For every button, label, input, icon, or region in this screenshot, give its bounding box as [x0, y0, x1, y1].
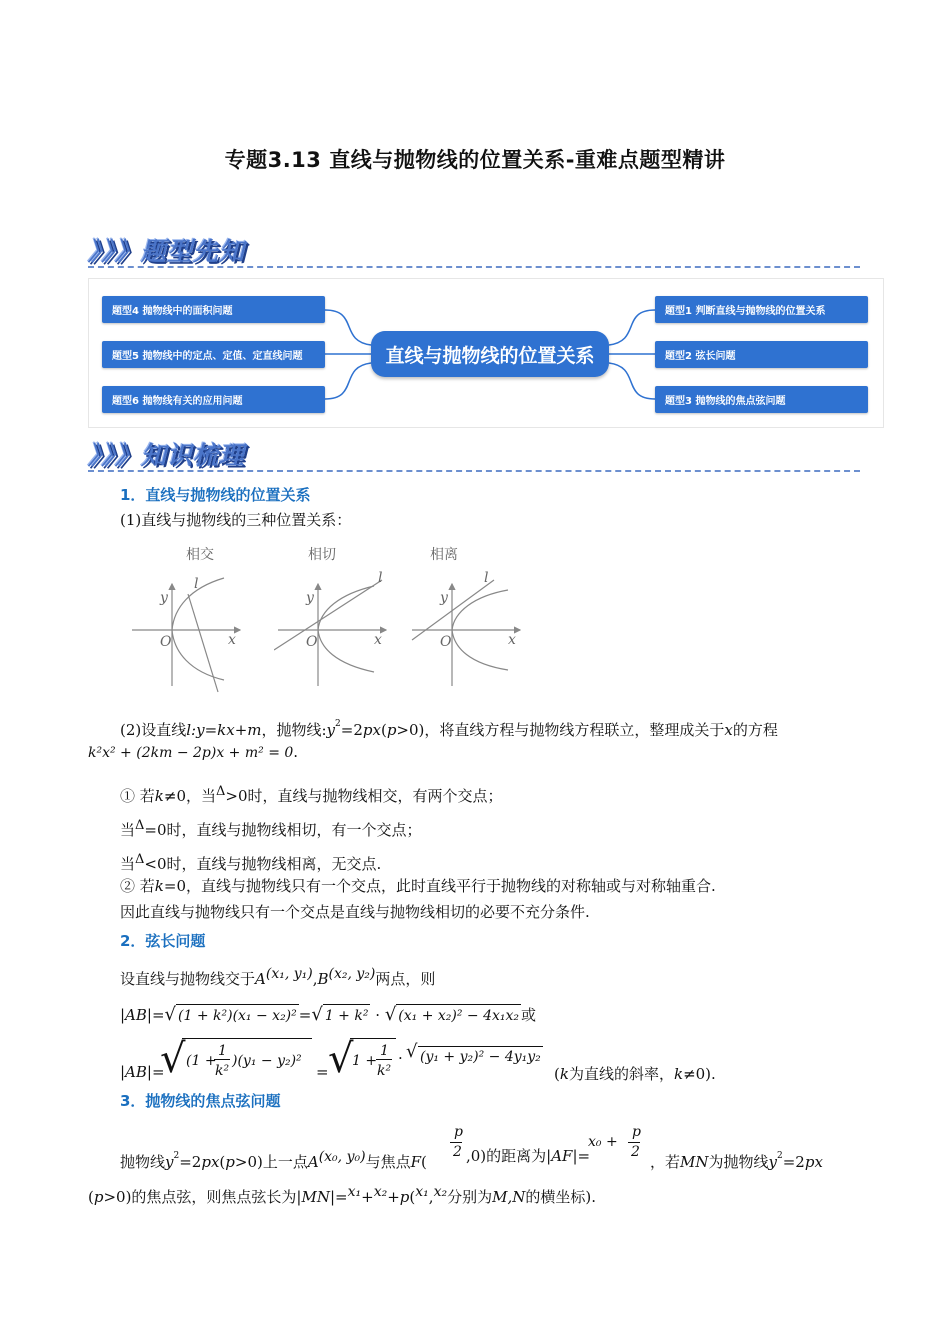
text: >0时，直线与抛物线相交，有两个交点； [225, 787, 503, 805]
text: ，若 [650, 1153, 681, 1171]
text: |= [572, 1147, 591, 1165]
text: 当 [120, 855, 136, 873]
section-heading-1: 1．直线与抛物线的位置关系 [120, 486, 311, 504]
math: Δ [135, 818, 145, 833]
text: ≠0). [683, 1065, 716, 1083]
math: (x₀, y₀) [318, 1149, 366, 1165]
math: x₂ [373, 1184, 388, 1200]
text: =0时，直线与抛物线相切，有一个交点； [144, 821, 422, 839]
text: ≠0，当 [163, 787, 216, 805]
text: >0)的焦点弦，则焦点弦长为| [103, 1188, 302, 1206]
math: k [673, 1065, 684, 1083]
line-part [650, 1146, 823, 1172]
line-part [120, 1146, 427, 1172]
line-label: l [378, 570, 383, 586]
math: 2 [335, 719, 341, 729]
radical-1 [182, 1038, 312, 1083]
figure-label-tangent: 相切 [308, 547, 336, 563]
text: ② 若 [120, 877, 155, 895]
divider [88, 470, 860, 472]
line-label: l [484, 570, 489, 586]
paragraph-case2 [120, 816, 422, 840]
text: 为直线的斜率， [568, 1065, 674, 1083]
line-equation: l:y=kx+m [186, 721, 262, 739]
x-axis-label: x [228, 632, 236, 648]
text: · [375, 1006, 381, 1024]
mindmap [88, 278, 884, 428]
mindmap-node-type4: 题型4 抛物线中的面积问题 [102, 296, 325, 323]
section-banner-question-types: 》》》题型先知 [88, 237, 246, 266]
math: )(y₁ − y₂)² [232, 1053, 302, 1069]
text: ，抛物线: [261, 721, 327, 739]
quadratic-equation: k²x² + (2km − 2p)x + m² = 0 [88, 745, 294, 761]
section-banner-knowledge: 》》》知识梳理 [88, 441, 246, 470]
text: , [312, 970, 318, 988]
math: k [559, 1065, 569, 1083]
text: ( [88, 1188, 94, 1206]
text: <0时，直线与抛物线相离，无交点. [144, 855, 382, 873]
text: =2 [340, 721, 363, 739]
math: F [410, 1153, 421, 1171]
math: Δ [135, 852, 145, 867]
paragraph: (1)直线与抛物线的三种位置关系： [120, 511, 352, 529]
text: = [316, 1063, 329, 1081]
math: p [225, 1153, 235, 1171]
paragraph-setup [120, 714, 778, 740]
math: MN [680, 1153, 709, 1171]
y-axis-label: y [160, 590, 168, 606]
math: Δ [216, 784, 226, 799]
page-title: 专题3.13 直线与抛物线的位置关系-重难点题型精讲 [224, 148, 726, 172]
chord-formula-x: |AB|=√ (1 + k²)(x₁ − x₂)² =√ 1 + k² · √ (x₁ + x₂)² − 4x₁x₂ 或 [120, 1004, 537, 1025]
line-label: l [194, 576, 199, 592]
math: 2 [453, 1144, 462, 1160]
text: ( [421, 1153, 427, 1171]
mindmap-node-type2: 题型2 弦长问题 [655, 341, 868, 368]
text: 与焦点 [365, 1153, 411, 1171]
math: p [454, 1124, 463, 1140]
math: M,N [492, 1188, 526, 1206]
math: y [768, 1153, 777, 1171]
math: px [362, 721, 381, 739]
text: (2)设直线 [120, 721, 187, 739]
text: ( [219, 1153, 226, 1171]
text: 为抛物线 [708, 1153, 769, 1171]
section-heading-2: 2．弦长问题 [120, 932, 206, 950]
mindmap-node-type6: 题型6 抛物线有关的应用问题 [102, 386, 325, 413]
text: + [361, 1188, 374, 1206]
position-figures [128, 540, 528, 700]
text: =2 [179, 1153, 202, 1171]
text: 的横坐标). [525, 1188, 596, 1206]
math: (1 + [186, 1053, 217, 1069]
math: p [632, 1124, 641, 1140]
math: x [724, 721, 733, 739]
text: 两点，则 [375, 970, 436, 988]
mindmap-node-type5: 题型5 抛物线中的定点、定值、定直线问题 [102, 341, 325, 368]
text: · [398, 1049, 403, 1067]
text: ( [380, 721, 387, 739]
math: 1 [218, 1043, 227, 1059]
text: ( [554, 1065, 560, 1083]
math: x₁ [347, 1184, 362, 1200]
paragraph-focal-chord [120, 1122, 840, 1170]
math: MN [301, 1188, 330, 1206]
math: 2 [173, 1151, 180, 1161]
text: |= [329, 1188, 348, 1206]
origin-label: O [160, 634, 172, 650]
math: (y₁ + y₂)² − 4y₁y₂ [418, 1046, 543, 1067]
paragraph-case4 [120, 876, 716, 896]
text: , [428, 1188, 434, 1206]
figure-label-separate: 相离 [430, 547, 458, 563]
text: 设直线与抛物线交于 [120, 970, 256, 988]
text: ① 若 [120, 787, 155, 805]
math: p [386, 721, 397, 739]
section-heading-3: 3．抛物线的焦点弦问题 [120, 1092, 281, 1110]
text: ( [409, 1188, 416, 1206]
math: 2 [631, 1144, 640, 1160]
math: 2 [777, 1151, 783, 1161]
x-axis-label: x [508, 632, 516, 648]
y-axis-label: y [306, 590, 314, 606]
math: px [201, 1153, 220, 1171]
text: 当 [120, 821, 136, 839]
math: |AB|= [120, 1006, 165, 1024]
math: x₁ [415, 1184, 429, 1200]
math: k² [377, 1063, 392, 1079]
text: =0，直线与抛物线只有一个交点，此时直线平行于抛物线的对称轴或与对称轴重合. [163, 877, 716, 895]
math: k [154, 787, 164, 805]
y-axis-label: y [440, 590, 448, 606]
divider [88, 266, 860, 268]
mindmap-center-node: 直线与抛物线的位置关系 [371, 331, 609, 377]
equation-line [88, 742, 298, 763]
text: + [387, 1188, 400, 1206]
origin-label: O [306, 634, 318, 650]
math: A [307, 1153, 319, 1171]
math: B [317, 970, 329, 988]
math: k² [215, 1063, 230, 1079]
text: 抛物线 [120, 1153, 166, 1171]
math: (x₁ + x₂)² − 4x₁x₂ [396, 1004, 521, 1027]
text: = [298, 1006, 312, 1024]
paragraph-chord [120, 964, 435, 989]
text: 的方程 [732, 721, 778, 739]
math: 1 [380, 1043, 389, 1059]
math: y [326, 721, 336, 739]
text: . [293, 743, 299, 761]
math: (x₂, y₂) [328, 966, 376, 982]
paragraph-case3 [120, 850, 381, 874]
mindmap-node-type1: 题型1 判断直线与抛物线的位置关系 [655, 296, 868, 323]
math: px [804, 1153, 823, 1171]
paragraph-case1 [120, 782, 503, 806]
paragraph-conclusion: 因此直线与抛物线只有一个交点是直线与抛物线相切的必要不充分条件. [120, 903, 590, 921]
math: p [399, 1188, 410, 1206]
x-axis-label: x [374, 632, 382, 648]
math: k [154, 877, 164, 895]
math: 1 + [352, 1053, 378, 1069]
text: 分别为 [447, 1188, 493, 1206]
math: (x₁, y₁) [265, 966, 313, 982]
origin-label: O [440, 634, 452, 650]
figure-label-intersect: 相交 [186, 547, 214, 563]
math: AF [551, 1147, 573, 1165]
text: ,0)的距离为| [466, 1147, 552, 1165]
math: (1 + k²)(x₁ − x₂)² [176, 1004, 299, 1027]
math: y [165, 1153, 174, 1171]
math: |AB|= [120, 1063, 165, 1081]
mindmap-node-type3: 题型3 抛物线的焦点弦问题 [655, 386, 868, 413]
chord-note [554, 1064, 716, 1084]
text: =2 [782, 1153, 805, 1171]
text: 或 [521, 1006, 537, 1024]
math: p [93, 1188, 104, 1206]
math: x₀ + [588, 1134, 618, 1150]
line-part [466, 1146, 590, 1166]
math: 1 + k² [323, 1004, 371, 1027]
text: >0)，将直线方程与抛物线方程联立，整理成关于 [396, 721, 725, 739]
text: >0)上一点 [234, 1153, 308, 1171]
radical-2 [350, 1038, 396, 1083]
math: A [255, 970, 266, 988]
paragraph-focal-length [88, 1182, 596, 1207]
math: x₂ [433, 1184, 448, 1200]
